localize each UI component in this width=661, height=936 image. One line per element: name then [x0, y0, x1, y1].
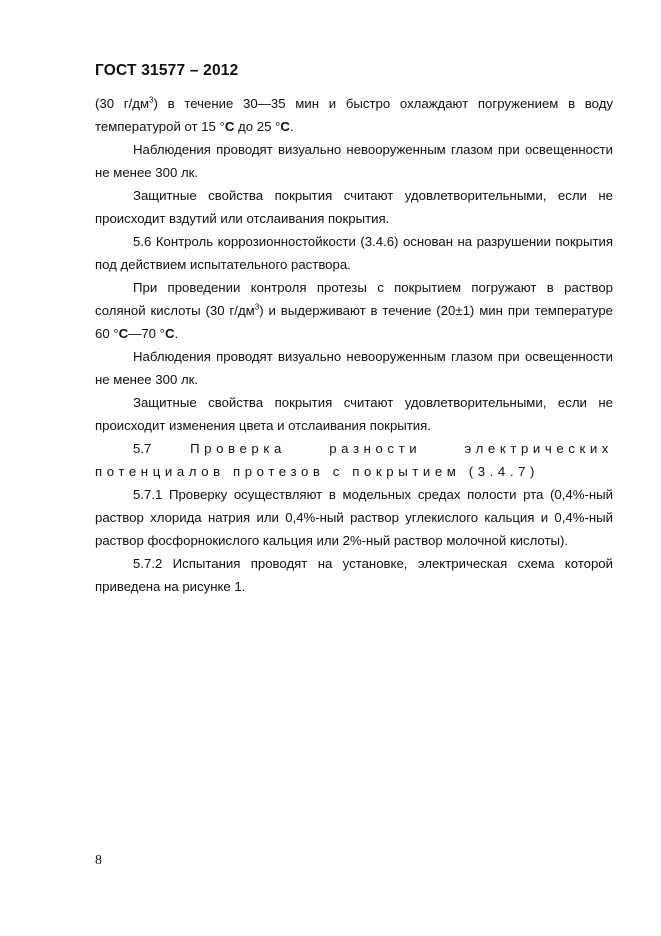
paragraph-corrosion-test: При проведении контроля протезы с покрытием погружают в раствор соляной кислоты (30 $г/дм^3$) и выдерживают в течение (20±1) мин при температуре 60 °C—70 °C.	[95, 280, 614, 341]
section-5-7-2: 5.7.2 Испытания проводят на установке, электрическая схема которой приведена на рисунке 1.	[95, 556, 613, 594]
paragraph-observation-2: Наблюдения проводят визуально невооруженным глазом при освещенности не менее 300 лк.	[95, 349, 613, 387]
paragraph-continuation: (30 $г/дм^3$) в течение 30—35 мин и быстро охлаждают погружением в воду температурой от 15 °C до 25 °C.	[95, 95, 613, 134]
section-5-6: 5.6 Контроль коррозионностойкости (3.4.6) основан на разрушении покрытия под действием испытательного раствора.	[95, 234, 613, 272]
paragraph-observation-1: Наблюдения проводят визуально невооруженным глазом при освещенности не менее 300 лк.	[95, 142, 613, 180]
paragraph-protective-properties-1: Защитные свойства покрытия считают удовлетворительными, если не происходит вздутий или отслаивания покрытия.	[95, 188, 613, 226]
page-number: 8	[95, 853, 102, 868]
section-5-7-1: 5.7.1 Проверку осуществляют в модельных средах полости рта (0,4%-ный раствор хлорида натрия или 0,4%-ный раствор углекислого кальция и 0,4%-ный раствор фосфорнокислого кальция или 2%-ный раствор молочной кислоты).	[95, 487, 613, 548]
section-5-7: 5.7 Проверка разности электрических потенциалов протезов с покрытием (3.4.7)	[95, 441, 613, 479]
section-5-7-title: Проверка разности электрических потенциалов протезов с покрытием (3.4.7)	[95, 441, 613, 479]
paragraph-protective-properties-2: Защитные свойства покрытия считают удовлетворительными, если не происходит изменения цвета и отслаивания покрытия.	[95, 395, 613, 433]
document-header: ГОСТ 31577 – 2012	[95, 62, 239, 79]
document-body	[95, 92, 613, 598]
